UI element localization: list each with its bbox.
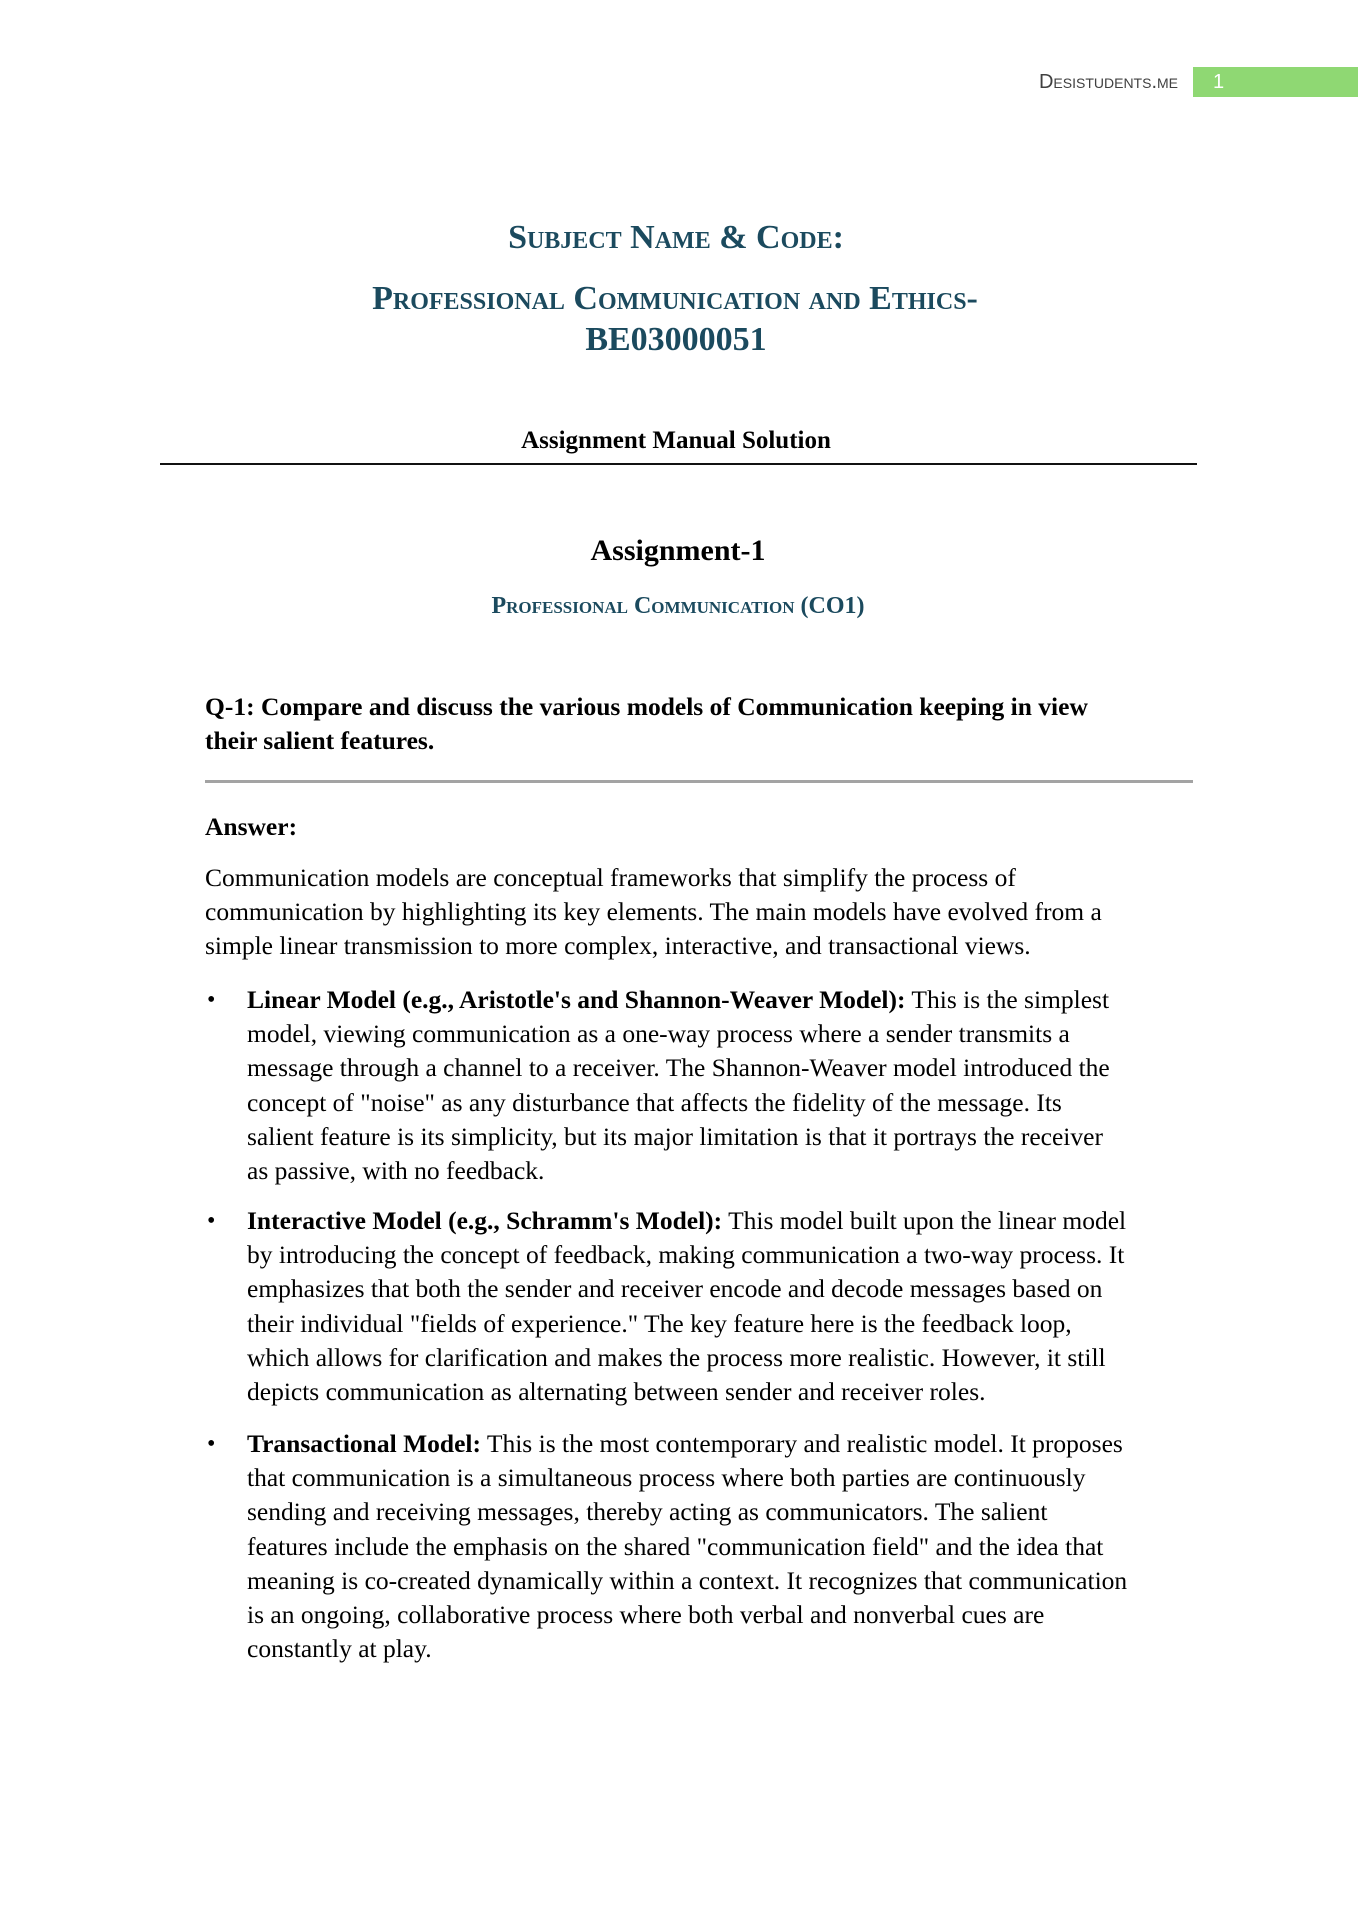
list-item-text-segment: This is the simplest: [905, 985, 1110, 1014]
question-text: [205, 690, 1195, 758]
list-item-line: meaning is co-created dynamically within a context. It recognizes that communication: [247, 1565, 1128, 1595]
list-item-line: constantly at play.: [247, 1634, 432, 1664]
paragraph-line: simple linear transmission to more complex, interactive, and transactional views.: [205, 931, 1031, 961]
bullet-icon: •: [207, 1208, 216, 1234]
manual-title: Assignment Manual Solution: [521, 427, 831, 454]
list-item-line: that communication is a simultaneous process where both parties are continuously: [247, 1463, 1086, 1493]
list-item-first-line: [247, 1204, 1207, 1238]
list-item-line: sending and receiving messages, thereby acting as communicators. The salient: [247, 1497, 1048, 1527]
question-line: Q-1: Compare and discuss the various models of Communication keeping in view: [205, 692, 1088, 721]
bullet-icon: •: [207, 987, 216, 1013]
list-item-line: message through a channel to a receiver. The Shannon-Weaver model introduced the: [247, 1053, 1110, 1083]
list-item-line: model, viewing communication as a one-way process where a sender transmits a: [247, 1019, 1070, 1049]
site-name: Desistudents.me: [1038, 71, 1178, 93]
subject-name: Professional Communication and Ethics-: [372, 280, 978, 317]
list-item-line: depicts communication as alternating between sender and receiver roles.: [247, 1377, 986, 1407]
list-item-text-segment: This model built upon the linear model: [722, 1206, 1127, 1235]
header-divider: [160, 463, 1197, 465]
question-line: their salient features.: [205, 726, 435, 755]
list-item-text: [247, 1427, 1207, 1666]
list-item-line: is an ongoing, collaborative process where both verbal and nonverbal cues are: [247, 1600, 1045, 1630]
list-item-line: by introducing the concept of feedback, making communication a two-way process. It: [247, 1240, 1125, 1270]
list-item-line: as passive, with no feedback.: [247, 1156, 545, 1186]
page-number: 1: [1213, 71, 1225, 93]
list-item-line: concept of "noise" as any disturbance that affects the fidelity of the message. Its: [247, 1087, 1062, 1117]
subject-label: Subject Name & Code:: [508, 219, 844, 256]
list-item-line: salient feature is its simplicity, but its major limitation is that it portrays the receiver: [247, 1121, 1103, 1151]
list-item-line: which allows for clarification and makes the process more realistic. However, it still: [247, 1342, 1106, 1372]
course-outcome-title: Professional Communication (CO1): [491, 593, 865, 619]
question-divider: [205, 780, 1193, 783]
paragraph-line: Communication models are conceptual frameworks that simplify the process of: [205, 863, 1016, 892]
answer-intro-paragraph: [205, 861, 1205, 964]
list-item-first-line: [247, 983, 1207, 1017]
page-number-badge: [1193, 67, 1358, 97]
list-item-heading: Linear Model (e.g., Aristotle's and Shannon-Weaver Model):: [247, 985, 906, 1014]
list-item-first-line: [247, 1427, 1207, 1461]
assignment-title: Assignment-1: [590, 534, 766, 567]
list-item-line: features include the emphasis on the shared "communication field" and the idea that: [247, 1531, 1104, 1561]
list-item-text: [247, 1204, 1207, 1409]
list-item-text-segment: This is the most contemporary and realistic model. It proposes: [480, 1429, 1123, 1458]
list-item-heading: Interactive Model (e.g., Schramm's Model):: [247, 1206, 723, 1235]
paragraph-line: communication by highlighting its key elements. The main models have evolved from a: [205, 897, 1102, 927]
list-item-text: [247, 983, 1207, 1188]
list-item-line: emphasizes that both the sender and receiver encode and decode messages based on: [247, 1274, 1103, 1304]
answer-label: Answer:: [205, 812, 298, 841]
list-item-heading: Transactional Model:: [247, 1429, 481, 1458]
bullet-icon: •: [207, 1431, 216, 1457]
list-item-line: their individual "fields of experience." The key feature here is the feedback loop,: [247, 1308, 1072, 1338]
subject-code: BE03000051: [585, 321, 767, 358]
